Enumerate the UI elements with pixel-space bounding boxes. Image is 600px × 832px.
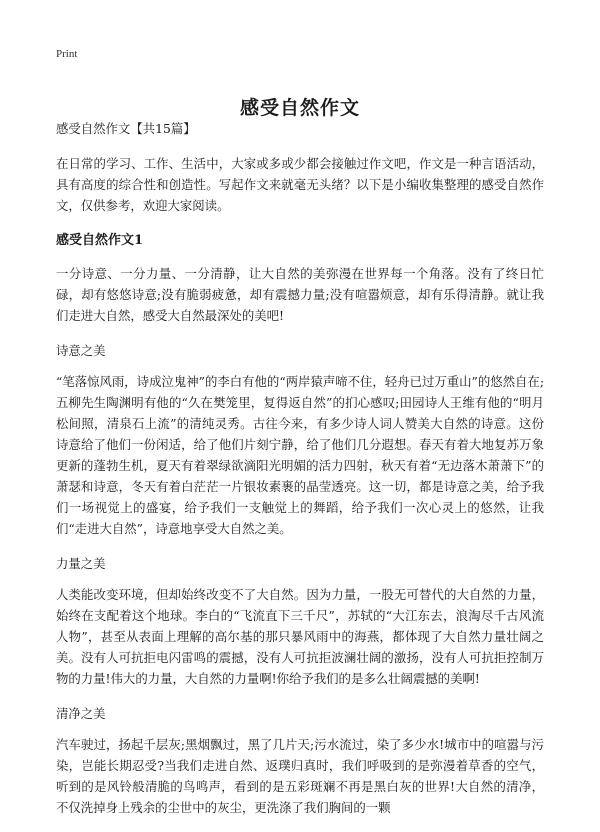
section-heading: 感受自然作文1 (56, 233, 144, 248)
purity-heading: 清净之美 (56, 706, 106, 721)
intro-paragraph: 在日常的学习、工作、生活中，大家或多或少都会接触过作文吧，作文是一种言语活动，具有高度的综合性和创造性。写起作文来就毫无头绪？以下是小编收集整理的感受自然作文，仅供参考，欢迎大家阅读。 (56, 156, 544, 213)
print-link[interactable]: Print (56, 48, 78, 60)
power-paragraph: 人类能改变环境，但却始终改变不了大自然。因为力量，一股无可替代的大自然的力量，始终在支配着这个地球。李白的“飞流直下三千尺”，苏轼的“大江东去，浪淘尽千古风流人物”，甚至从表面上理解的高尔基的那只暴风雨中的海燕，都体现了大自然力量壮阔之美。没有人可抗拒电闪雷鸣的震撼，没有人可抗拒波澜壮阔的激扬，没有人可抗拒控制万物的力量!伟大的力量，大自然的力量啊!你给予我们的是多么壮阔震撼的美啊! (56, 587, 544, 686)
power-heading: 力量之美 (56, 556, 106, 571)
article-subtitle: 感受自然作文【共15篇】 (56, 121, 196, 136)
purity-paragraph: 汽车驶过，扬起千层灰;黑烟飘过，黑了几片天;污水流过，染了多少水!城市中的喧嚣与污染，岂能长期忍受?当我们走进自然、返璞归真时，我们呼吸到的是弥漫着草香的空气，听到的是风铃般清脆的鸟鸣声，看到的是五彩斑斓不再是黑白灰的世界!大自然的清净，不仅洗掉身上残余的尘世中的灰尘，更洗涤了我们胸间的一颗 (56, 737, 544, 815)
section1-paragraph: 一分诗意、一分力量、一分清静，让大自然的美弥漫在世界每一个角落。没有了终日忙碌，却有悠悠诗意;没有脆弱疲惫，却有震撼力量;没有喧嚣烦意，却有乐得清静。就让我们走进大自然，感受大自然最深处的美吧! (56, 266, 544, 323)
poetry-paragraph: “笔落惊风雨，诗成泣鬼神”的李白有他的“两岸猿声啼不住，轻舟已过万重山”的悠然自在;五柳先生陶渊明有他的“久在樊笼里，复得返自然”的扪心感叹;田园诗人王维有他的“明月松间照，清泉石上流”的清纯灵秀。古往今来，有多少诗人词人赞美大自然的诗意。这份诗意给了他们一份闲适，给了他们片刻宁静，给了他们几分遐想。春天有着大地复苏万象更新的蓬勃生机，夏天有着翠绿欲滴阳光明媚的活力四射，秋天有着“无边落木萧萧下”的萧瑟和诗意，冬天有着白茫茫一片银妆素裹的晶莹透亮。这一切，都是诗意之美，给予我们一场视觉上的盛宴，给予我们一支触觉上的舞蹈，给予我们一次心灵上的悠然，让我们“走进大自然”，诗意地享受大自然之美。 (56, 374, 544, 536)
page-title: 感受自然作文 (239, 96, 360, 119)
poetry-heading: 诗意之美 (56, 343, 106, 358)
article-body (56, 118, 544, 832)
